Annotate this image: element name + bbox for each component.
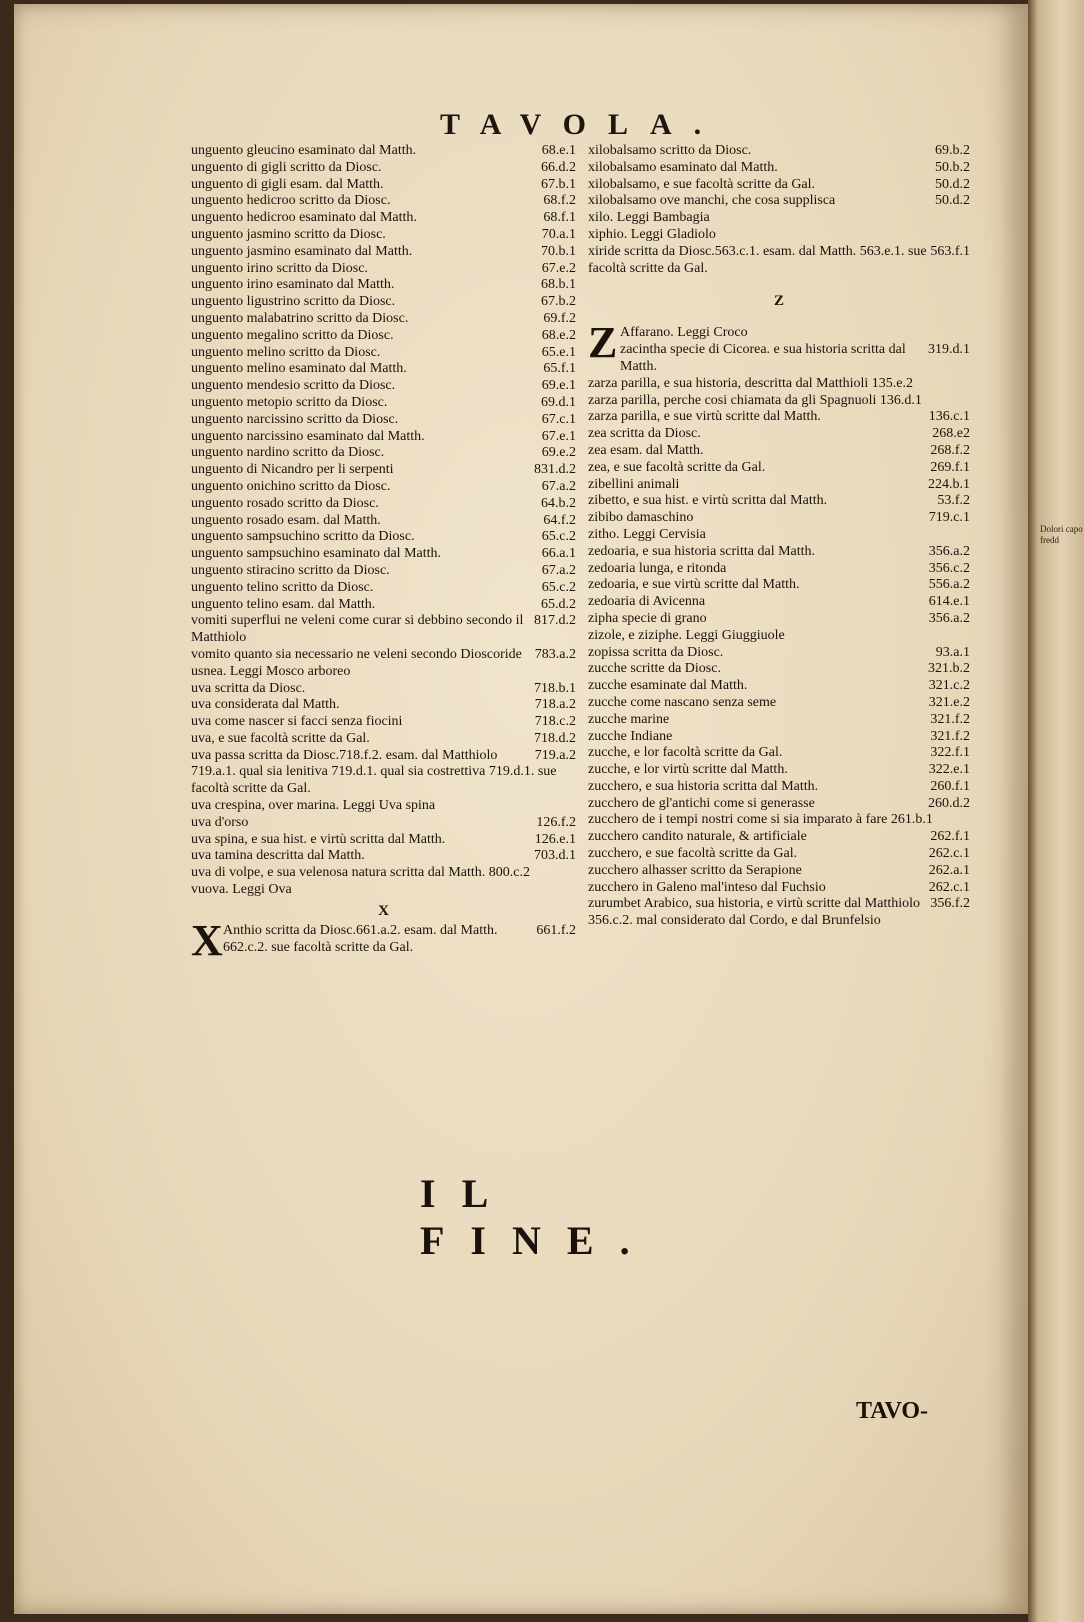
page-ref: 50.d.2 xyxy=(935,193,970,209)
page-ref: 356.c.2 xyxy=(928,560,970,576)
index-entry xyxy=(588,177,970,194)
index-entry xyxy=(588,645,970,662)
entry-text: vuova. Leggi Ova xyxy=(191,882,292,898)
entry-text: xiride scritta da Diosc.563.c.1. esam. dal Matth. 563.e.1. sue facoltà scritte da Gal. xyxy=(588,243,927,276)
entry-text: xiphio. Leggi Gladiolo xyxy=(588,226,716,242)
entry-text: unguento nardino scritto da Diosc. xyxy=(191,445,385,461)
page-ref: 67.b.2 xyxy=(541,294,576,310)
index-entry xyxy=(588,628,970,645)
entry-text: uva di volpe, e sua velenosa natura scritta dal Matth. 800.c.2 xyxy=(191,865,531,881)
page-ref: 53.f.2 xyxy=(937,493,970,509)
index-entry xyxy=(588,376,970,393)
index-entry xyxy=(588,896,970,930)
entry-text: uva come nascer si facci senza fiocini xyxy=(191,714,403,730)
index-entry xyxy=(191,647,576,664)
entry-text: unguento mendesio scritto da Diosc. xyxy=(191,378,396,394)
index-entry xyxy=(588,745,970,762)
dropcap-entry xyxy=(588,318,970,375)
index-entry xyxy=(191,529,576,546)
page-ref: 64.f.2 xyxy=(543,512,576,528)
entry-text: unguento malabatrino scritto da Diosc. xyxy=(191,310,409,326)
index-entry xyxy=(191,731,576,748)
running-title: TAVOLA. xyxy=(440,108,724,141)
index-entry xyxy=(588,846,970,863)
index-entry xyxy=(191,412,576,429)
entry-text: zarza parilla, e sua historia, descritta dal Matthioli 135.e.2 xyxy=(588,375,913,391)
index-entry xyxy=(191,177,576,194)
entry-text: unguento metopio scritto da Diosc. xyxy=(191,394,388,410)
index-entry xyxy=(588,544,970,561)
entry-text: unguento onichino scritto da Diosc. xyxy=(191,478,391,494)
page-ref: 65.c.2 xyxy=(541,529,576,545)
dropcap-entry xyxy=(191,915,576,965)
index-entry xyxy=(588,779,970,796)
page-ref: 718.c.2 xyxy=(534,714,576,730)
entry-text: unguento irino esaminato dal Matth. xyxy=(191,277,395,293)
index-entry xyxy=(588,812,970,829)
page-ref: 66.d.2 xyxy=(541,159,576,175)
entry-text: unguento sampsuchino scritto da Diosc. xyxy=(191,529,415,545)
page-ref: 262.f.1 xyxy=(930,829,970,845)
entry-text: zedoaria di Avicenna xyxy=(588,594,706,610)
entry-text: zucche, e lor facoltà scritte da Gal. xyxy=(588,745,783,761)
entry-text: zucchero de i tempi nostri come si sia imparato à fare 261.b.1 xyxy=(588,812,933,828)
page-ref: 703.d.1 xyxy=(534,848,576,864)
entry-text: unguento gleucino esaminato dal Matth. xyxy=(191,143,417,158)
entry-text: unguento narcissino esaminato dal Matth. xyxy=(191,428,425,444)
entry-text: unguento telino scritto da Diosc. xyxy=(191,579,374,595)
index-entry xyxy=(588,661,970,678)
page-ref: 93.a.1 xyxy=(935,644,970,660)
index-entry xyxy=(191,462,576,479)
entry-text: unguento di gigli esam. dal Matth. xyxy=(191,176,384,192)
page-ref: 136.c.1 xyxy=(928,409,970,425)
section-letter-x: X xyxy=(378,902,389,919)
page-ref: 718.b.1 xyxy=(534,680,576,696)
index-entry xyxy=(620,325,970,342)
page-ref: 831.d.2 xyxy=(534,462,576,478)
index-entry xyxy=(588,193,970,210)
index-entry xyxy=(191,429,576,446)
entry-text: zucchero in Galeno mal'inteso dal Fuchsio xyxy=(588,879,826,895)
index-entry xyxy=(191,748,576,798)
dropcap-z: Z xyxy=(588,318,618,368)
page-ref: 67.e.1 xyxy=(541,428,576,444)
page-ref: 356.f.2 xyxy=(930,896,970,912)
entry-text: zedoaria, e sua historia scritta dal Matth. xyxy=(588,543,816,559)
page-ref: 356.a.2 xyxy=(928,543,970,559)
page-ref: 65.d.2 xyxy=(541,596,576,612)
entry-text: zucche, e lor virtù scritte dal Matth. xyxy=(588,762,788,778)
index-entry xyxy=(191,664,576,681)
section-letter-z: Z xyxy=(773,293,784,310)
index-column-left xyxy=(191,143,576,965)
page-ref: 65.c.2 xyxy=(541,579,576,595)
finis-heading: IL FINE. xyxy=(420,1171,656,1263)
index-entry xyxy=(191,395,576,412)
entry-text: zipha specie di grano xyxy=(588,610,707,626)
index-entry xyxy=(191,613,576,647)
entry-text: zea scritta da Diosc. xyxy=(588,426,701,442)
index-entry xyxy=(588,409,970,426)
index-entry xyxy=(191,378,576,395)
entry-text: zedoaria, e sue virtù scritte dal Matth. xyxy=(588,577,800,593)
margin-note: Dolori capo fredd xyxy=(1040,524,1083,545)
entry-text: unguento hedicroo scritto da Diosc. xyxy=(191,193,391,209)
index-entry xyxy=(588,762,970,779)
page-ref: 50.b.2 xyxy=(935,159,970,175)
index-entry xyxy=(588,561,970,578)
page-ref: 68.b.1 xyxy=(541,277,576,293)
index-entry xyxy=(588,678,970,695)
index-entry xyxy=(588,227,970,244)
index-entry xyxy=(191,496,576,513)
page-ref: 321.f.2 xyxy=(930,711,970,727)
entry-text: zarza parilla, perche cosi chiamata da gli Spagnuoli 136.d.1 xyxy=(588,392,922,408)
page-ref: 718.d.2 xyxy=(534,730,576,746)
index-entry xyxy=(191,479,576,496)
index-entry xyxy=(191,815,576,832)
index-entry xyxy=(191,227,576,244)
entry-group xyxy=(191,143,576,613)
entry-text: xilobalsamo scritto da Diosc. xyxy=(588,143,752,158)
page-ref: 269.f.1 xyxy=(930,459,970,475)
entry-text: zucche scritte da Diosc. xyxy=(588,661,721,677)
entry-text: zibellini animali xyxy=(588,476,680,492)
entry-text: zucchero candito naturale, & artificiale xyxy=(588,829,807,845)
entry-text: uva spina, e sua hist. e virtù scritta dal Matth. xyxy=(191,831,446,847)
entry-text: zucchero, e sue facoltà scritte da Gal. xyxy=(588,846,798,862)
page-ref: 268.e2 xyxy=(932,426,970,442)
entry-text: zizole, e ziziphe. Leggi Giuggiuole xyxy=(588,627,785,643)
index-entry xyxy=(191,294,576,311)
page-ref: 126.e.1 xyxy=(534,831,576,847)
index-entry xyxy=(191,513,576,530)
index-entry xyxy=(588,829,970,846)
page-ref: 70.a.1 xyxy=(541,226,576,242)
index-entry xyxy=(588,460,970,477)
page-ref: 69.f.2 xyxy=(543,310,576,326)
entry-text: uva crespina, over marina. Leggi Uva spina xyxy=(191,798,436,814)
entry-group xyxy=(588,829,970,896)
index-entry xyxy=(588,594,970,611)
page-ref: 68.e.1 xyxy=(541,143,576,158)
page-ref: 719.c.1 xyxy=(928,510,970,526)
entry-text: unguento stiracino scritto da Diosc. xyxy=(191,562,390,578)
entry-text: unguento hedicroo esaminato dal Matth. xyxy=(191,210,417,226)
entry-text: uva passa scritta da Diosc.718.f.2. esam. dal Matthiolo 719.a.1. qual sia lenitiva 719.d.1. qual sia costrettiva 719.d.1. sue facoltà scritte da Gal. xyxy=(191,747,557,797)
entry-text: zucche Indiane xyxy=(588,728,673,744)
page-ref: 67.a.2 xyxy=(541,562,576,578)
page-ref: 67.c.1 xyxy=(541,411,576,427)
page-ref: 321.c.2 xyxy=(928,678,970,694)
entry-text: xilobalsamo ove manchi, che cosa supplisca xyxy=(588,193,836,209)
page-ref: 67.b.1 xyxy=(541,176,576,192)
index-entry xyxy=(588,880,970,897)
entry-text: zibibo damaschino xyxy=(588,510,694,526)
entry-group xyxy=(191,664,576,748)
entry-text: unguento rosado scritto da Diosc. xyxy=(191,495,379,511)
entry-text: xilo. Leggi Bambagia xyxy=(588,210,710,226)
index-entry xyxy=(191,345,576,362)
index-entry xyxy=(191,311,576,328)
entry-text: vomito quanto sia necessario ne veleni secondo Dioscoride xyxy=(191,646,522,662)
page-ref: 68.e.2 xyxy=(541,327,576,343)
index-entry xyxy=(588,527,970,544)
entry-text: unguento jasmino esaminato dal Matth. xyxy=(191,243,413,259)
entry-text: unguento ligustrino scritto da Diosc. xyxy=(191,294,396,310)
adjacent-page-edge xyxy=(1028,0,1084,1622)
index-entry xyxy=(191,210,576,227)
index-entry xyxy=(191,261,576,278)
page-ref: 69.d.1 xyxy=(541,394,576,410)
entry-text: zucchero, e sua historia scritta dal Matth. xyxy=(588,778,819,794)
page-ref: 321.b.2 xyxy=(928,661,970,677)
index-entry xyxy=(191,546,576,563)
entry-text: zarza parilla, e sue virtù scritte dal Matth. xyxy=(588,409,821,425)
index-entry xyxy=(191,160,576,177)
index-entry xyxy=(588,210,970,227)
page-ref: 262.c.1 xyxy=(928,846,970,862)
entry-text: zucche esaminate dal Matth. xyxy=(588,678,748,694)
page-ref: 260.f.1 xyxy=(930,778,970,794)
page-ref: 69.e.1 xyxy=(541,378,576,394)
entry-text: zedoaria lunga, e ritonda xyxy=(588,560,727,576)
page-ref: 64.b.2 xyxy=(541,495,576,511)
index-entry xyxy=(191,848,576,865)
entry-group xyxy=(191,798,576,865)
page-ref: 66.a.1 xyxy=(541,546,576,562)
page-ref: 65.e.1 xyxy=(541,344,576,360)
entry-group xyxy=(588,409,970,812)
page-ref: 262.c.1 xyxy=(928,879,970,895)
entry-text: unguento melino scritto da Diosc. xyxy=(191,344,381,360)
entry-text: zucchero alhasser scritto da Serapione xyxy=(588,862,802,878)
index-entry xyxy=(588,160,970,177)
page-ref: 614.e.1 xyxy=(928,594,970,610)
index-entry xyxy=(588,712,970,729)
index-entry xyxy=(588,796,970,813)
entry-text: xilobalsamo, e sue facoltà scritte da Gal. xyxy=(588,176,816,192)
page-ref: 319.d.1 xyxy=(928,342,970,358)
entry-text: unguento sampsuchino esaminato dal Matth. xyxy=(191,546,442,562)
entry-text: unguento rosado esam. dal Matth. xyxy=(191,512,381,528)
index-entry xyxy=(191,798,576,815)
index-entry xyxy=(588,443,970,460)
catchword: TAVO- xyxy=(856,1398,928,1424)
entry-text: zopissa scritta da Diosc. xyxy=(588,644,724,660)
index-entry xyxy=(588,493,970,510)
page-ref: 70.b.1 xyxy=(541,243,576,259)
index-entry xyxy=(191,882,576,899)
entry-text: zitho. Leggi Cervisia xyxy=(588,526,706,542)
page-ref: 322.f.1 xyxy=(930,745,970,761)
entry-text: Affarano. Leggi Croco xyxy=(620,325,748,341)
entry-text: zibetto, e sua hist. e virtù scritta dal Matth. xyxy=(588,493,828,509)
page-ref: 322.e.1 xyxy=(928,762,970,778)
entry-text: uva considerata dal Matth. xyxy=(191,697,340,713)
page-ref: 126.f.2 xyxy=(536,814,576,830)
index-column-right xyxy=(588,143,970,930)
index-entry xyxy=(191,580,576,597)
index-entry xyxy=(191,832,576,849)
entry-text: uva scritta da Diosc. xyxy=(191,680,306,696)
page-ref: 563.f.1 xyxy=(930,243,970,259)
page-ref: 356.a.2 xyxy=(928,610,970,626)
index-entry xyxy=(191,143,576,160)
page-ref: 69.b.2 xyxy=(935,143,970,158)
dropcap-x: X xyxy=(191,915,223,965)
entry-text: unguento telino esam. dal Matth. xyxy=(191,596,376,612)
entry-text: unguento jasmino scritto da Diosc. xyxy=(191,226,386,242)
index-entry xyxy=(588,426,970,443)
entry-text: unguento narcissino scritto da Diosc. xyxy=(191,411,399,427)
index-entry xyxy=(620,342,970,376)
page-ref: 68.f.2 xyxy=(543,193,576,209)
index-entry xyxy=(588,510,970,527)
entry-text: unguento di gigli scritto da Diosc. xyxy=(191,159,382,175)
entry-text: xilobalsamo esaminato dal Matth. xyxy=(588,159,778,175)
page-ref: 817.d.2 xyxy=(534,613,576,629)
page-ref: 260.d.2 xyxy=(928,795,970,811)
page-ref: 67.a.2 xyxy=(541,478,576,494)
page-ref: 268.f.2 xyxy=(930,442,970,458)
index-entry xyxy=(223,923,576,957)
index-entry xyxy=(191,193,576,210)
index-entry xyxy=(191,697,576,714)
page-ref: 69.e.2 xyxy=(541,445,576,461)
page-ref: 783.a.2 xyxy=(534,646,576,662)
index-entry xyxy=(588,143,970,160)
index-entry xyxy=(191,445,576,462)
index-entry xyxy=(191,244,576,261)
entry-text: vomiti superflui ne veleni come curar si debbino secondo il Matthiolo xyxy=(191,613,524,646)
entry-text: zucche marine xyxy=(588,711,670,727)
index-entry xyxy=(191,361,576,378)
index-entry xyxy=(191,865,576,882)
index-entry xyxy=(588,477,970,494)
page-ref: 719.a.2 xyxy=(534,747,576,763)
page-ref: 321.f.2 xyxy=(930,728,970,744)
index-entry xyxy=(191,563,576,580)
entry-text: zacintha specie di Cicorea. e sua historia scritta dal Matth. xyxy=(620,342,906,374)
index-entry xyxy=(191,714,576,731)
entry-text: uva tamina descritta dal Matth. xyxy=(191,848,365,864)
entry-text: zucchero de gl'antichi come si generasse xyxy=(588,795,815,811)
index-entry xyxy=(588,695,970,712)
index-entry xyxy=(588,611,970,628)
index-entry xyxy=(588,577,970,594)
index-entry xyxy=(588,863,970,880)
index-entry xyxy=(588,244,970,278)
page-ref: 68.f.1 xyxy=(543,210,576,226)
entry-text: unguento megalino scritto da Diosc. xyxy=(191,327,394,343)
page-ref: 262.a.1 xyxy=(928,862,970,878)
entry-text: zurumbet Arabico, sua historia, e virtù scritte dal Matthiolo 356.c.2. mal considerato dal Cordo, e dal Brunfelsio xyxy=(588,896,921,929)
entry-text: Anthio scritta da Diosc.661.a.2. esam. dal Matth. 662.c.2. sue facoltà scritte da Gal. xyxy=(223,922,498,955)
page-ref: 556.a.2 xyxy=(928,577,970,593)
page-ref: 321.e.2 xyxy=(928,694,970,710)
index-entry xyxy=(588,393,970,410)
page-ref: 224.b.1 xyxy=(928,476,970,492)
entry-text: uva, e sue facoltà scritte da Gal. xyxy=(191,730,370,746)
page-ref: 65.f.1 xyxy=(543,361,576,377)
index-entry xyxy=(191,681,576,698)
index-entry xyxy=(191,597,576,614)
entry-text: usnea. Leggi Mosco arboreo xyxy=(191,663,351,679)
entry-text: unguento melino esaminato dal Matth. xyxy=(191,361,407,377)
entry-text: zea, e sue facoltà scritte da Gal. xyxy=(588,459,766,475)
page-ref: 67.e.2 xyxy=(541,260,576,276)
index-entry xyxy=(588,729,970,746)
entry-text: unguento di Nicandro per li serpenti xyxy=(191,462,394,478)
entry-group xyxy=(588,143,970,244)
page-ref: 718.a.2 xyxy=(534,697,576,713)
index-entry xyxy=(191,277,576,294)
entry-text: zea esam. dal Matth. xyxy=(588,442,704,458)
page-ref: 50.d.2 xyxy=(935,176,970,192)
index-entry xyxy=(191,328,576,345)
entry-text: unguento irino scritto da Diosc. xyxy=(191,260,368,276)
entry-text: zucche come nascano senza seme xyxy=(588,694,777,710)
entry-text: uva d'orso xyxy=(191,814,249,830)
page-ref: 661.f.2 xyxy=(536,922,576,938)
